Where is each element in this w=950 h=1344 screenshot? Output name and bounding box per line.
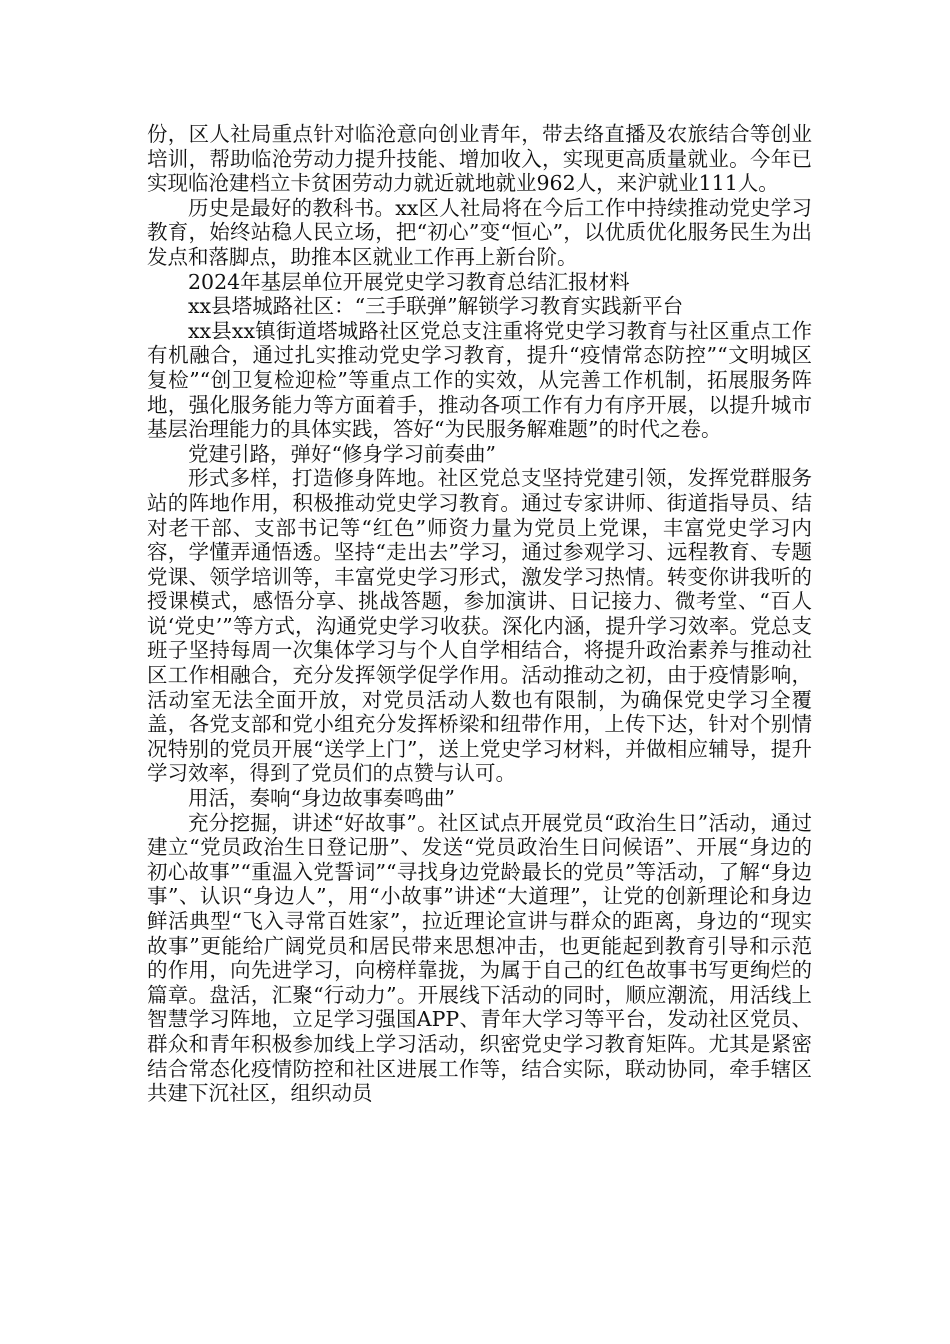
paragraph-history: 历史是最好的教科书。xx区人社局将在今后工作中持续推动党史学习教育，始终站稳人民立场，把“初心”变“恒心”，以优质优化服务民生为出发点和落脚点，助推本区就业工作再上新台阶。 — [147, 195, 812, 269]
paragraph-continuation: 份，区人社局重点针对临沧意向创业青年，带去络直播及农旅结合等创业培训，帮助临沧劳动力提升技能、增加收入，实现更高质量就业。今年已实现临沧建档立卡贫困劳动力就近就地就业962人，来沪就业111人。 — [147, 122, 812, 196]
paragraph-section-2: 充分挖掘，讲述“好故事”。社区试点开展党员“政治生日”活动，通过建立“党员政治生日登记册”、发送“党员政治生日问候语”、开展“身边的初心故事”“重温入党誓词”“寻找身边党龄最长的党员”等活动，了解“身边事”、认识“身边人”，用“小故事”讲述“大道理”，让党的创新理论和身边鲜活典型“飞入寻常百姓家”，拉近理论宣讲与群众的距离，身边的“现实故事”更能给广阔党员和居民带来思想冲击，也更能起到教育引导和示范的作用，向先进学习，向榜样靠拢，为属于自己的红色故事书写更绚烂的篇章。盘活，汇聚“行动力”。开展线下活动的同时，顺应潮流，用活线上智慧学习阵地，立足学习强国APP、青年大学习等平台，发动社区党员、群众和青年积极参加线上学习活动，织密党史学习教育矩阵。尤其是紧密结合常态化疫情防控和社区进展工作等，结合实际，联动协同，牵手辖区共建下沉社区，组织动员 — [147, 810, 812, 1106]
paragraph-intro: xx县xx镇街道塔城路社区党总支注重将党史学习教育与社区重点工作有机融合，通过扎实推动党史学习教育，提升“疫情常态防控”“文明城区复检”“创卫复检迎检”等重点工作的实效，从完善工作机制，拓展服务阵地，强化服务能力等方面着手，推动各项工作有力有序开展，以提升城市基层治理能力的具体实践，答好“为民服务解难题”的时代之卷。 — [147, 318, 812, 442]
section-heading-2: 用活，奏响“身边故事奏鸣曲” — [188, 786, 455, 811]
document-title: 2024年基层单位开展党史学习教育总结汇报材料 — [188, 269, 630, 294]
document-subtitle: xx县塔城路社区：“三手联弹”解锁学习教育实践新平台 — [188, 294, 684, 319]
paragraph-section-1: 形式多样，打造修身阵地。社区党总支坚持党建引领，发挥党群服务站的阵地作用，积极推动党史学习教育。通过专家讲师、街道指导员、结对老干部、支部书记等“红色”师资力量为党员上党课，丰富党史学习内容，学懂弄通悟透。坚持“走出去”学习，通过参观学习、远程教育、专题党课、领学培训等，丰富党史学习形式，激发学习热情。转变你讲我听的授课模式，感悟分享、挑战答题，参加演讲、日记接力、微考堂、“百人说‘党史’”等方式，沟通党史学习收获。深化内涵，提升学习效率。党总支班子坚持每周一次集体学习与个人自学相结合，将提升政治素养与推动社区工作相融合，充分发挥领学促学作用。活动推动之初，由于疫情影响，活动室无法全面开放，对党员活动人数也有限制，为确保党史学习全覆盖，各党支部和党小组充分发挥桥梁和纽带作用，上传下达，针对个别情况特别的党员开展“送学上门”，送上党史学习材料，并做相应辅导，提升学习效率，得到了党员们的点赞与认可。 — [147, 466, 812, 786]
section-heading-1: 党建引路，弹好“修身学习前奏曲” — [188, 441, 496, 466]
document-page — [147, 122, 812, 1106]
